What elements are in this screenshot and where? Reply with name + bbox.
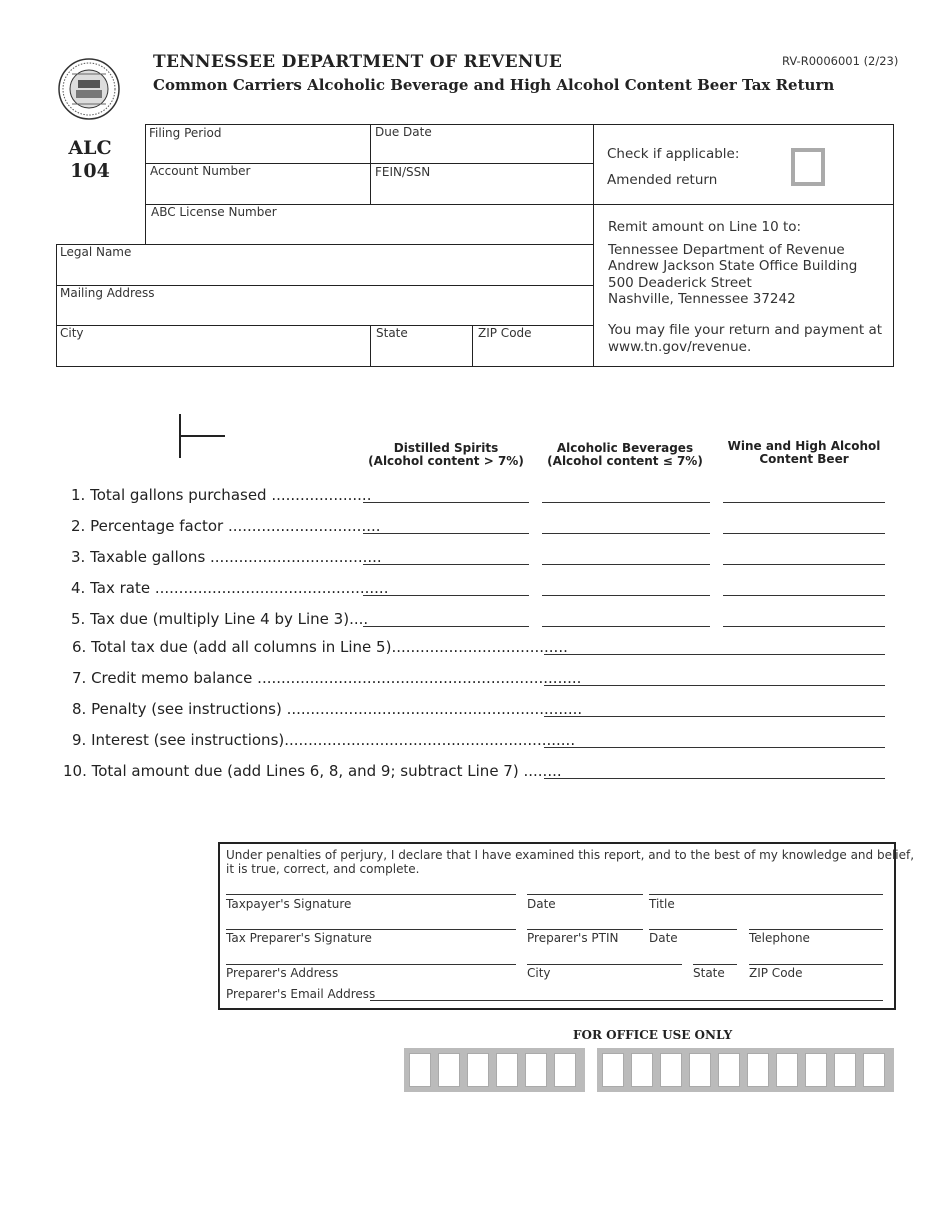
preparer-signature-label: Tax Preparer's Signature: [226, 931, 372, 945]
form-number: RV-R0006001 (2/23): [782, 54, 899, 68]
line-5-label: 5. Tax due (multiply Line 4 by Line 3)....: [71, 610, 369, 628]
zip-input[interactable]: [749, 964, 883, 965]
line-6-label: 6. Total tax due (add all columns in Line 5).....................................: [72, 638, 568, 656]
line-4-label: 4. Tax rate .................................................: [71, 579, 389, 597]
line-5-wine-input[interactable]: [723, 626, 885, 627]
office-cell: [438, 1053, 460, 1087]
line-10-label: 10. Total amount due (add Lines 6, 8, and 9; subtract Line 7) ........: [63, 762, 562, 780]
remit-line-3: 500 Deaderick Street: [608, 274, 752, 291]
column-distilled-spirits: [363, 442, 529, 468]
date-label-1: Date: [527, 897, 556, 911]
state-label: State: [693, 966, 725, 980]
line-4-beverages-input[interactable]: [542, 595, 710, 596]
line-7-label: 7. Credit memo balance ....................................................................: [72, 669, 582, 687]
column-alcoholic-beverages: [542, 442, 708, 468]
line-2-distilled-input[interactable]: [363, 533, 529, 534]
remit-heading: Remit amount on Line 10 to:: [608, 219, 802, 235]
column-distilled-spirits-title: Distilled Spirits: [393, 441, 499, 455]
ptin-input[interactable]: [527, 929, 643, 930]
telephone-label: Telephone: [749, 931, 810, 945]
online-filing-url: www.tn.gov/revenue.: [608, 338, 752, 355]
abc-license-field[interactable]: ABC License Number: [151, 205, 277, 219]
office-cell: [805, 1053, 827, 1087]
line-2-wine-input[interactable]: [723, 533, 885, 534]
remit-line-1: Tennessee Department of Revenue: [608, 241, 845, 258]
remit-line-2: Andrew Jackson State Office Building: [608, 258, 858, 275]
declaration-line-2: it is true, correct, and complete.: [226, 862, 420, 876]
zip-field[interactable]: ZIP Code: [478, 326, 532, 340]
office-cell: [660, 1053, 682, 1087]
declaration-line-1: Under penalties of perjury, I declare that I have examined this report, and to the best of my knowledge and belief,: [226, 848, 915, 862]
remit-line-4: Nashville, Tennessee 37242: [608, 291, 796, 308]
city-input[interactable]: [527, 964, 682, 965]
office-cell: [602, 1053, 624, 1087]
column-wine-beer-subtitle: Content Beer: [759, 452, 849, 466]
line-4-distilled-input[interactable]: [363, 595, 529, 596]
line-9-label: 9. Interest (see instructions).............................................................: [72, 731, 576, 749]
amended-return-label: Amended return: [607, 172, 718, 188]
office-cell: [554, 1053, 576, 1087]
form-code-alc: ALC: [68, 137, 112, 159]
line-3-wine-input[interactable]: [723, 564, 885, 565]
line-3-label: 3. Taxable gallons ....................................: [71, 548, 382, 566]
form-code: [60, 137, 120, 183]
form-code-number: 104: [70, 160, 110, 182]
date-label-2: Date: [649, 931, 678, 945]
line-3-distilled-input[interactable]: [363, 564, 529, 565]
line-2-label: 2. Percentage factor ................................: [71, 517, 381, 535]
form-title: Common Carriers Alcoholic Beverage and High Alcohol Content Beer Tax Return: [153, 76, 835, 94]
zip-label: ZIP Code: [749, 966, 803, 980]
line-1-wine-input[interactable]: [723, 502, 885, 503]
line-8-total-input[interactable]: [544, 716, 885, 717]
telephone-input[interactable]: [749, 929, 883, 930]
office-cell: [776, 1053, 798, 1087]
department-title: TENNESSEE DEPARTMENT OF REVENUE: [153, 52, 563, 72]
line-5-beverages-input[interactable]: [542, 626, 710, 627]
city-label: City: [527, 966, 551, 980]
ptin-label: Preparer's PTIN: [527, 931, 619, 945]
city-field[interactable]: City: [60, 326, 84, 340]
taxpayer-signature-input[interactable]: [226, 894, 516, 895]
line-4-wine-input[interactable]: [723, 595, 885, 596]
line-3-beverages-input[interactable]: [542, 564, 710, 565]
title-input[interactable]: [649, 894, 883, 895]
office-cell: [467, 1053, 489, 1087]
office-cell: [747, 1053, 769, 1087]
filing-period-field[interactable]: Filing Period: [149, 126, 222, 140]
preparer-email-label: Preparer's Email Address: [226, 987, 376, 1001]
line-1-label: 1. Total gallons purchased .....................: [71, 486, 372, 504]
column-distilled-spirits-subtitle: (Alcohol content > 7%): [368, 454, 524, 468]
office-cell: [718, 1053, 740, 1087]
remit-block: [608, 219, 882, 355]
line-6-total-input[interactable]: [544, 654, 885, 655]
legal-name-field[interactable]: Legal Name: [60, 245, 132, 259]
column-wine-beer-title: Wine and High Alcohol: [727, 439, 881, 453]
registration-mark-arm: [179, 435, 225, 437]
date-input-2[interactable]: [649, 929, 737, 930]
office-cell: [834, 1053, 856, 1087]
column-alcoholic-beverages-title: Alcoholic Beverages: [556, 441, 694, 455]
line-1-beverages-input[interactable]: [542, 502, 710, 503]
line-7-total-input[interactable]: [544, 685, 885, 686]
state-seal: [58, 58, 120, 120]
state-input[interactable]: [693, 964, 737, 965]
office-cell: [689, 1053, 711, 1087]
office-cell: [409, 1053, 431, 1087]
preparer-address-label: Preparer's Address: [226, 966, 339, 980]
check-applicable-label: Check if applicable:: [607, 146, 740, 162]
preparer-address-input[interactable]: [226, 964, 516, 965]
line-8-label: 8. Penalty (see instructions) ..............................................................: [72, 700, 583, 718]
due-date-field[interactable]: Due Date: [375, 125, 432, 139]
office-cell: [631, 1053, 653, 1087]
online-filing-text: You may file your return and payment at: [608, 321, 883, 338]
amended-return-checkbox[interactable]: [791, 148, 825, 186]
date-input-1[interactable]: [527, 894, 643, 895]
preparer-email-input[interactable]: [370, 1000, 883, 1001]
line-9-total-input[interactable]: [544, 747, 885, 748]
office-cell: [496, 1053, 518, 1087]
office-cell: [863, 1053, 885, 1087]
preparer-signature-input[interactable]: [226, 929, 516, 930]
column-wine-beer: [723, 440, 885, 466]
office-cell: [525, 1053, 547, 1087]
line-2-beverages-input[interactable]: [542, 533, 710, 534]
fein-ssn-field[interactable]: FEIN/SSN: [375, 165, 431, 179]
account-number-field[interactable]: Account Number: [150, 164, 251, 178]
column-alcoholic-beverages-subtitle: (Alcohol content ≤ 7%): [547, 454, 703, 468]
office-use-label: FOR OFFICE USE ONLY: [573, 1028, 733, 1042]
mailing-address-field[interactable]: Mailing Address: [60, 286, 155, 300]
taxpayer-signature-label: Taxpayer's Signature: [226, 897, 352, 911]
office-use-box-left: [404, 1048, 585, 1092]
line-10-total-input[interactable]: [544, 778, 885, 779]
line-5-distilled-input[interactable]: [363, 626, 529, 627]
state-field[interactable]: State: [376, 326, 408, 340]
line-1-distilled-input[interactable]: [363, 502, 529, 503]
office-use-box-right: [597, 1048, 894, 1092]
title-label: Title: [649, 897, 675, 911]
